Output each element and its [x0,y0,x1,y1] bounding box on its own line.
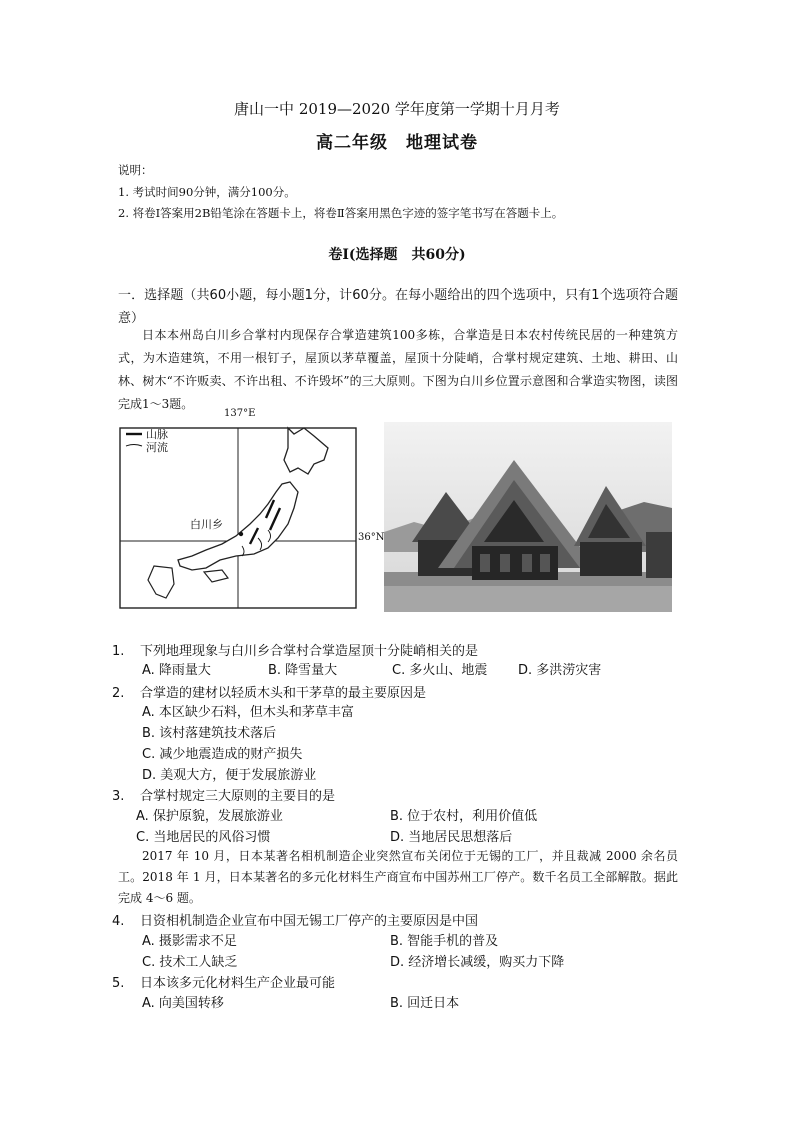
shirakawa-label: 白川乡 [190,518,223,531]
question-number: 2. [112,686,125,701]
exam-title: 唐山一中 2019—2020 学年度第一学期十月月考 [234,100,560,118]
q1-option-a[interactable]: A. 降雨量大 [142,663,211,678]
q2-option-c[interactable]: C. 减少地震造成的财产损失 [142,747,303,762]
question-number: 4. [112,914,125,929]
q4-option-b[interactable]: B. 智能手机的普及 [390,934,499,949]
question-2 [112,682,426,701]
note-item-1: 1. 考试时间90分钟，满分100分。 [118,185,296,199]
q1-option-c[interactable]: C. 多火山、地震 [392,663,488,678]
q3-option-a[interactable]: A. 保护原貌，发展旅游业 [136,809,283,824]
question-stem: 下列地理现象与白川乡合掌村合掌造屋顶十分陡峭相关的是 [140,644,479,659]
grade-label: 高二年级 [316,133,388,153]
q5-option-b[interactable]: B. 回迁日本 [390,996,460,1011]
question-number: 3. [112,789,125,804]
notes-label: 说明： [118,163,153,177]
instructions: 一．选择题（共60小题，每小题1分，计60分。在每小题给出的四个选项中，只有1个选项符合题意） [118,288,678,326]
q3-option-c[interactable]: C. 当地居民的风俗习惯 [136,830,271,845]
passage-2: 2017 年 10 月，日本某著名相机制造企业突然宣布关闭位于无锡的工厂，并且裁减 2000 余名员工。2018 年 1 月，日本某著名的多元化材料生产商宣布中国苏州工厂停产。数千名员工全部解散。据此完成 4～6 题。 [118,849,678,905]
exam-subtitle [0,128,794,153]
q4-option-c[interactable]: C. 技术工人缺乏 [142,955,238,970]
legend-mountain: 山脉 [146,428,168,441]
q4-option-d[interactable]: D. 经济增长减缓，购买力下降 [390,955,565,970]
q5-option-a[interactable]: A. 向美国转移 [142,996,224,1011]
question-stem: 日本该多元化材料生产企业最可能 [140,976,336,991]
gassho-house-photo [384,422,672,612]
question-4 [112,910,478,929]
q2-option-a[interactable]: A. 本区缺少石料，但木头和茅草丰富 [142,705,354,720]
legend-river: 河流 [146,441,168,454]
section-title: 卷Ⅰ(选择题 共60分) [328,247,466,263]
question-1 [112,640,478,659]
q1-option-b[interactable]: B. 降雪量大 [268,663,338,678]
question-number: 1. [112,644,125,659]
q1-option-d[interactable]: D. 多洪涝灾害 [518,663,602,678]
q2-option-d[interactable]: D. 美观大方，便于发展旅游业 [142,768,317,783]
latitude-label: 36°N [358,532,385,543]
location-map [118,408,385,610]
question-number: 5. [112,976,125,991]
q3-option-b[interactable]: B. 位于农村，利用价值低 [390,809,538,824]
gassho-house-photo-svg [384,422,672,612]
q2-option-b[interactable]: B. 该村落建筑技术落后 [142,726,277,741]
question-3 [112,785,335,804]
note-item-2: 2. 将卷Ⅰ答案用2B铅笔涂在答题卡上，将卷Ⅱ答案用黑色字迹的签字笔书写在答题卡上。 [118,206,564,220]
question-stem: 合掌村规定三大原则的主要目的是 [140,789,336,804]
question-stem: 日资相机制造企业宣布中国无锡工厂停产的主要原因是中国 [140,914,479,929]
longitude-label: 137°E [224,408,256,419]
question-stem: 合掌造的建材以轻质木头和干茅草的最主要原因是 [140,686,427,701]
q4-option-a[interactable]: A. 摄影需求不足 [142,934,237,949]
q3-option-d[interactable]: D. 当地居民思想落后 [390,830,513,845]
question-5 [112,972,335,991]
subject-label: 地理试卷 [406,133,478,153]
passage-1: 日本本州岛白川乡合掌村内现保存合掌造建筑100多栋，合掌造是日本农村传统民居的一种建筑方式，为木造建筑，不用一根钉子，屋顶以茅草覆盖，屋顶十分陡峭，合掌村规定建筑、土地、耕田、山林、树木“不许贩卖、不许出租、不许毁坏”的三大原则。下图为白川乡位置示意图和合掌造实物图，读图完成1～3题。 [118,328,678,411]
